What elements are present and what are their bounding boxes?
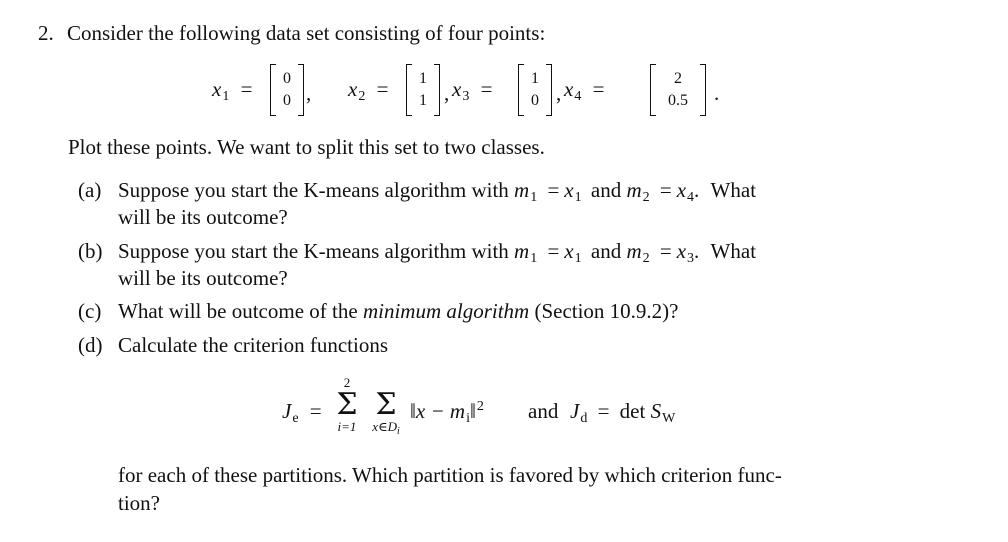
- point-x3-sep: ,: [556, 81, 562, 105]
- point-x4-label: x4 =: [564, 77, 605, 104]
- part-a-line2: will be its outcome?: [118, 205, 288, 229]
- point-x3-label: x3 =: [452, 77, 493, 104]
- part-d-text: Calculate the criterion functions: [118, 333, 388, 357]
- part-a-line1: Suppose you start the K-means algorithm with m1 = x1 and m2 = x4. What: [118, 178, 757, 205]
- closing-line1: for each of these partitions. Which partition is favored by which criterion func-: [118, 463, 782, 487]
- problem-header: [38, 20, 545, 46]
- formula-jd: Jd = det SW: [570, 399, 676, 426]
- part-a-label: (a): [78, 178, 102, 202]
- point-x4-sep: .: [714, 81, 720, 105]
- point-x2-vector: 1 1: [406, 64, 440, 116]
- point-x4-vector: 2 0.5: [650, 64, 706, 116]
- point-x2-sep: ,: [444, 81, 450, 105]
- point-x2-label: x2 =: [348, 77, 389, 104]
- point-x1-label: x1 =: [212, 77, 253, 104]
- data-points: [0, 62, 1008, 122]
- part-b-line2: will be its outcome?: [118, 266, 288, 290]
- sum-inner: Σ $x\in D_i$: [372, 387, 400, 437]
- problem-number: 2.: [38, 21, 54, 45]
- plot-instruction: Plot these points. We want to split this set to two classes.: [68, 135, 545, 159]
- closing-line2: tion?: [118, 491, 160, 515]
- formula-je: Je =: [282, 399, 322, 426]
- part-c-label: (c): [78, 299, 102, 323]
- point-x1-vector: 0 0: [270, 64, 304, 116]
- part-b-line1: Suppose you start the K-means algorithm with m1 = x1 and m2 = x3. What: [118, 239, 757, 266]
- point-x3-vector: 1 0: [518, 64, 552, 116]
- part-c-emphasis: minimum algorithm: [362, 299, 530, 323]
- part-d-label: (d): [78, 333, 103, 357]
- formula-and: and: [528, 399, 559, 423]
- part-c-text: What will be outcome of the minimum algorithm (Section 10.9.2)?: [118, 299, 679, 323]
- point-x1-sep: ,: [306, 81, 312, 105]
- problem-intro: Consider the following data set consisting of four points:: [67, 21, 546, 45]
- formula-norm: ‖x − mi‖$^2$: [410, 399, 484, 426]
- sum-outer: 2 Σ i=1: [336, 375, 358, 434]
- criterion-formula: [0, 376, 1008, 448]
- part-b-label: (b): [78, 239, 103, 263]
